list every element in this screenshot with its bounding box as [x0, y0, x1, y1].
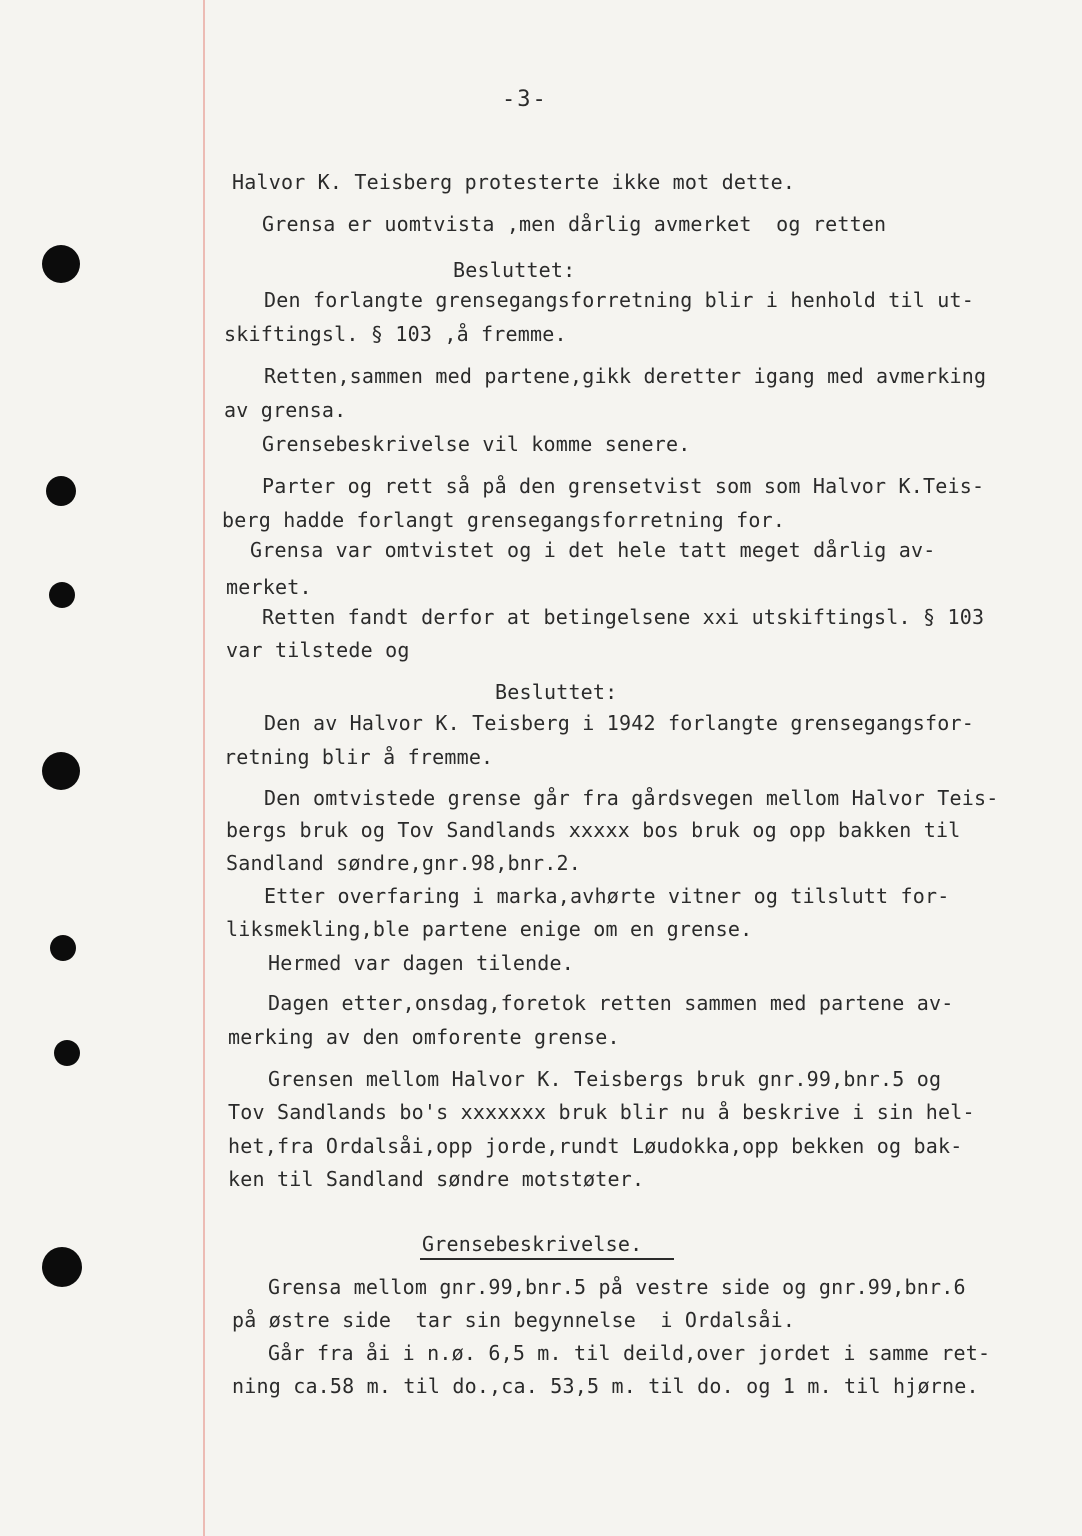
text-line: Dagen etter,onsdag,foretok retten sammen med partene av- — [268, 991, 954, 1015]
punch-hole — [50, 935, 76, 961]
text-line: Parter og rett så på den grensetvist som som Halvor K.Teis- — [262, 474, 985, 498]
text-line: Retten fandt derfor at betingelsene xxi utskiftingsl. § 103 — [262, 605, 985, 629]
punch-hole — [42, 1247, 82, 1287]
punch-hole — [49, 582, 75, 608]
text-line: retning blir å fremme. — [224, 745, 494, 769]
text-line: Retten,sammen med partene,gikk deretter igang med avmerking — [264, 364, 987, 388]
text-line: het,fra Ordalsåi,opp jorde,rundt Løudokka,opp bekken og bak- — [228, 1134, 963, 1158]
punch-hole — [42, 245, 80, 283]
text-line: Hermed var dagen tilende. — [268, 951, 575, 975]
text-line: Den omtvistede grense går fra gårdsvegen mellom Halvor Teis- — [264, 786, 999, 810]
text-line: Halvor K. Teisberg protesterte ikke mot dette. — [232, 170, 796, 194]
section-heading: Besluttet: — [495, 680, 618, 704]
text-line: av grensa. — [224, 398, 347, 422]
text-line: Tov Sandlands bo's xxxxxxx bruk blir nu å beskrive i sin hel- — [228, 1100, 975, 1124]
text-line: ken til Sandland søndre motstøter. — [228, 1167, 645, 1191]
punch-hole — [42, 752, 80, 790]
text-line: merket. — [226, 575, 312, 599]
section-heading: Grensebeskrivelse. — [422, 1232, 643, 1256]
text-line: ning ca.58 m. til do.,ca. 53,5 m. til do. og 1 m. til hjørne. — [232, 1374, 979, 1398]
text-line: Grensebeskrivelse vil komme senere. — [262, 432, 691, 456]
punch-hole — [54, 1040, 80, 1066]
text-line: Den forlangte grensegangsforretning blir i henhold til ut- — [264, 288, 974, 312]
text-line: bergs bruk og Tov Sandlands xxxxx bos bruk og opp bakken til — [226, 818, 961, 842]
text-line: Den av Halvor K. Teisberg i 1942 forlangte grensegangsfor- — [264, 711, 974, 735]
margin-rule — [203, 0, 205, 1536]
text-line: Går fra åi i n.ø. 6,5 m. til deild,over jordet i samme ret- — [268, 1341, 991, 1365]
text-line: Grensa mellom gnr.99,bnr.5 på vestre side og gnr.99,bnr.6 — [268, 1275, 966, 1299]
heading-underline — [420, 1258, 674, 1260]
text-line: berg hadde forlangt grensegangsforretning for. — [222, 508, 786, 532]
section-heading: Besluttet: — [453, 258, 576, 282]
text-line: merking av den omforente grense. — [228, 1025, 620, 1049]
text-line: Grensa var omtvistet og i det hele tatt meget dårlig av- — [250, 538, 936, 562]
punch-hole — [46, 476, 76, 506]
text-line: Etter overfaring i marka,avhørte vitner og tilslutt for- — [264, 884, 950, 908]
text-line: liksmekling,ble partene enige om en grense. — [226, 917, 753, 941]
text-line: Grensa er uomtvista ,men dårlig avmerket og retten — [262, 212, 887, 236]
text-line: var tilstede og — [226, 638, 410, 662]
page-number: -3- — [502, 87, 548, 112]
text-line: på østre side tar sin begynnelse i Ordalsåi. — [232, 1308, 796, 1332]
text-line: Grensen mellom Halvor K. Teisbergs bruk gnr.99,bnr.5 og — [268, 1067, 942, 1091]
text-line: skiftingsl. § 103 ,å fremme. — [224, 322, 567, 346]
text-line: Sandland søndre,gnr.98,bnr.2. — [226, 851, 581, 875]
